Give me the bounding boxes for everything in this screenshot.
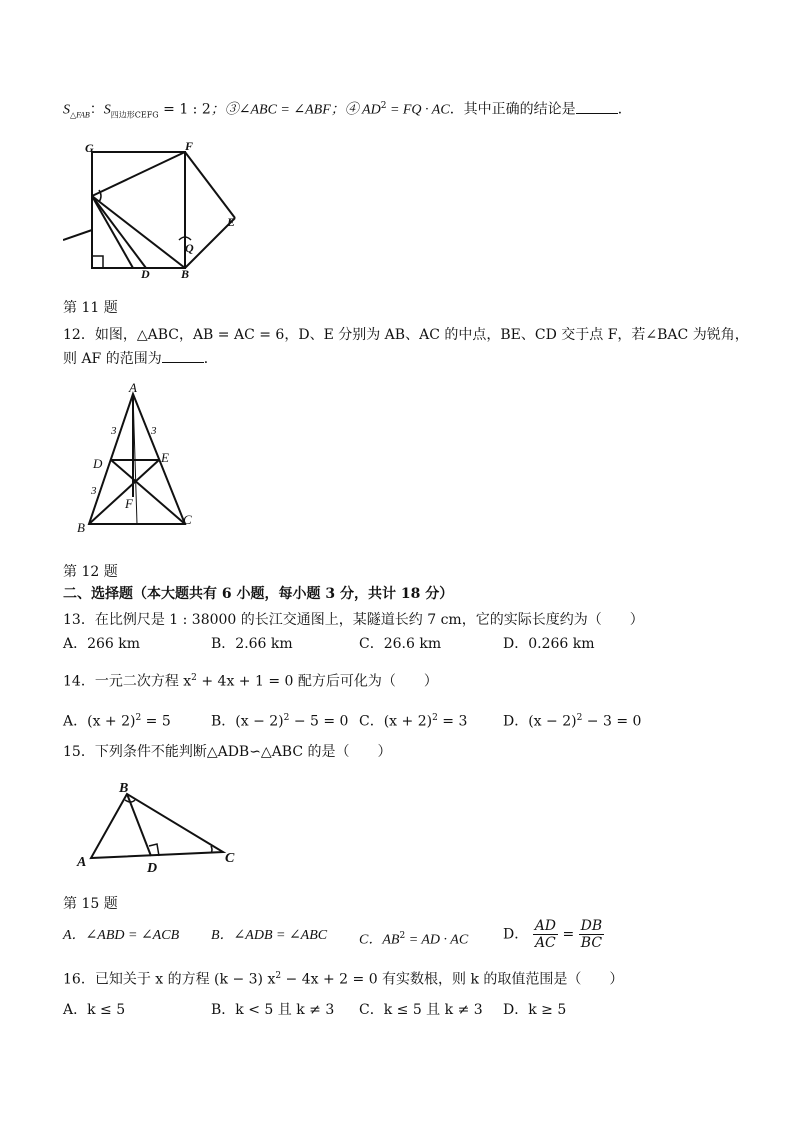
label-g: G [85, 141, 94, 155]
square-cefg [92, 152, 185, 268]
answer-blank-12[interactable] [162, 348, 204, 363]
period: ． [617, 101, 632, 118]
mark-3-db: 3 [91, 485, 97, 497]
label-e: E [161, 450, 169, 465]
area-symbol: S [63, 102, 70, 118]
area-subscript-quad: 四边形CEFG [110, 110, 159, 120]
q15-options [63, 920, 743, 964]
q15-option-d-label: D． [503, 926, 529, 943]
q13-stem: 13．在比例尺是 1 : 38000 的长江交通图上，某隧道长约 7 cm，它的实际长度约为（ ） [63, 612, 644, 628]
q15-option-a[interactable]: A．∠ABD = ∠ACB [63, 928, 180, 943]
label-f: F [125, 496, 133, 511]
area-symbol-2: S [103, 102, 111, 118]
q14-stem-sup: 2 [191, 673, 197, 683]
q15-option-c[interactable]: C．$AB^2$ = AD · AC [359, 931, 469, 948]
q12-stem-line2 [63, 348, 218, 369]
q13-option-c[interactable]: C．26.6 km [359, 636, 442, 652]
area-subscript-triangle: △FAB [70, 110, 90, 120]
q13-option-a[interactable]: A．266 km [63, 636, 141, 652]
conclusion-4: ；④ AD [330, 102, 381, 118]
figure-11 [63, 132, 243, 292]
equals-sign: = [562, 926, 575, 943]
label-d: D [147, 861, 158, 876]
label-d: D [141, 267, 150, 281]
conclusion-4-rest: = FQ · AC [386, 102, 450, 118]
q14-option-b[interactable]: B．$(x - 2)^2 - 5 = 0$ [211, 713, 349, 730]
q14-option-a[interactable]: A．$(x + 2)^2 = 5$ [63, 713, 171, 730]
angle-mark-c [211, 846, 212, 853]
mark-3-ae: 3 [151, 425, 157, 437]
q14-stem [63, 668, 438, 692]
q16-stem-sup: 2 [275, 971, 282, 981]
figure-12 [63, 382, 213, 537]
label-a: A [129, 382, 137, 395]
q14-option-d[interactable]: D．$(x - 2)^2 - 3 = 0$ [503, 713, 642, 730]
ratio-text: = 1 : 2 [163, 101, 211, 118]
label-q: Q [185, 241, 194, 255]
label-b: B [77, 520, 85, 535]
q16-option-c[interactable]: C．k ≤ 5 且 k ≠ 3 [359, 1002, 483, 1018]
fraction-db-bc: $\frac{DB}{BC}$ [580, 918, 603, 951]
line-bd [127, 794, 151, 856]
label-f: F [185, 139, 194, 153]
right-angle-mark [92, 256, 103, 268]
caption-12: 第 12 题 [63, 564, 118, 580]
q13-option-d[interactable]: D．0.266 km [503, 636, 595, 652]
line-fe [185, 152, 235, 218]
q13-option-b[interactable]: B．2.66 km [211, 636, 293, 652]
period: ． [203, 351, 218, 367]
colon: ： [89, 101, 104, 118]
line-a-to-base [92, 196, 133, 268]
q14-options [63, 706, 743, 730]
conclusion-4-sup: 2 [380, 101, 387, 111]
caption-15: 第 15 题 [63, 896, 118, 912]
q16-stem [63, 966, 623, 990]
q12-stem-text: 则 AF 的范围为 [63, 351, 162, 367]
q16-stem-post: − 4x + 2 = 0 有实数根，则 k 的取值范围是（ ） [281, 971, 624, 988]
label-b: B [119, 781, 129, 796]
figure-15 [63, 776, 248, 876]
label-a: A [77, 855, 87, 870]
q14-stem-pre: 14．一元二次方程 x [63, 673, 192, 690]
q16-option-a[interactable]: A．k ≤ 5 [63, 1002, 126, 1018]
q15-option-d[interactable] [503, 918, 604, 951]
answer-blank-11[interactable] [576, 99, 618, 114]
q12-stem-line1: 12．如图，△ABC，AB = AC = 6，D、E 分别为 AB、AC 的中点，BE、CD 交于点 F，若∠BAC 为锐角， [63, 327, 749, 343]
conclusion-3: ；③∠ABC = ∠ABF [210, 102, 331, 118]
q15-stem: 15．下列条件不能判断△ADB∽△ABC 的是（ ） [63, 744, 392, 760]
label-d: D [93, 456, 103, 471]
line-af [92, 152, 185, 196]
q11-conclusions-line [63, 96, 632, 125]
label-c: C [183, 512, 192, 527]
mark-3-ad: 3 [111, 425, 117, 437]
conclusion-tail: ．其中正确的结论是 [449, 101, 576, 118]
label-c: C [225, 851, 235, 866]
angle-mark-a [99, 190, 101, 202]
label-e: E [227, 215, 236, 229]
q14-stem-post: + 4x + 1 = 0 配方后可化为（ ） [196, 673, 438, 690]
extension-line [63, 230, 92, 240]
q15-option-b[interactable]: B．∠ADB = ∠ABC [211, 928, 328, 943]
label-b: B [181, 267, 190, 281]
q16-stem-pre: 16．已知关于 x 的方程 (k − 3) x [63, 971, 276, 988]
q16-options [63, 998, 743, 1022]
q16-option-d[interactable]: D．k ≥ 5 [503, 1002, 567, 1018]
q16-option-b[interactable]: B．k < 5 且 k ≠ 3 [211, 1002, 335, 1018]
q14-option-c[interactable]: C．$(x + 2)^2 = 3$ [359, 713, 468, 730]
caption-11: 第 11 题 [63, 300, 118, 316]
q13-options [63, 632, 743, 656]
section-2-heading: 二、选择题（本大题共有 6 小题，每小题 3 分，共计 18 分） [63, 586, 454, 602]
fraction-ad-ac: $\frac{AD}{AC}$ [534, 918, 557, 951]
